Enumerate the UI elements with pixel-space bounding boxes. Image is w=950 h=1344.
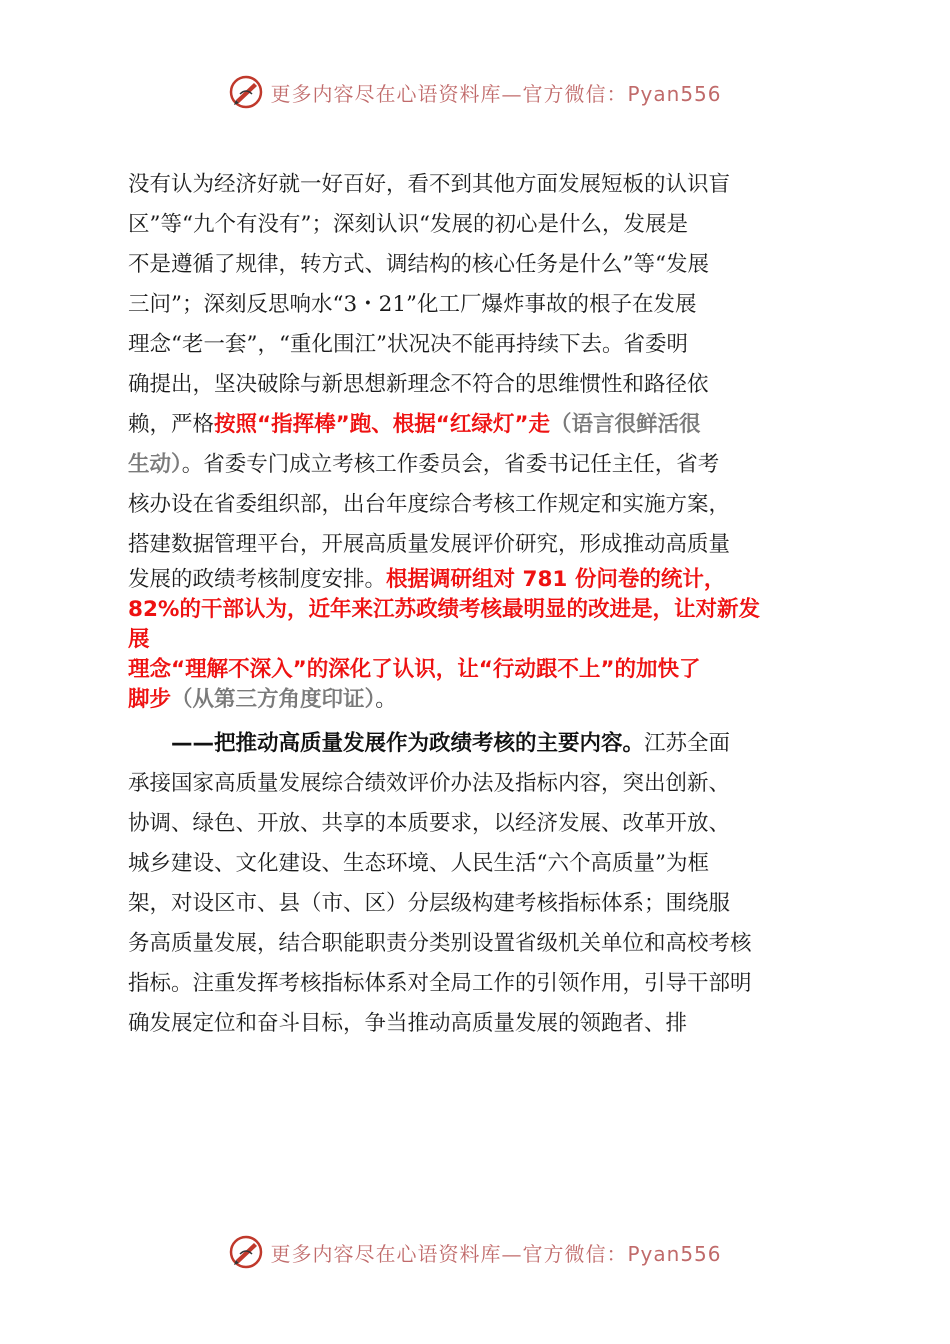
text-run: 。: [375, 687, 397, 712]
highlight-red-line: 展: [128, 627, 150, 652]
paragraph-1: [128, 165, 840, 715]
text-line: 架，对设区市、县（市、区）分层级构建考核指标体系；围绕服: [128, 891, 731, 916]
text-line: 承接国家高质量发展综合绩效评价办法及指标内容，突出创新、: [128, 771, 731, 796]
paragraph-2: [128, 724, 840, 1044]
text-line: 搭建数据管理平台，开展高质量发展评价研究，形成推动高质量: [128, 532, 731, 557]
footer-text: [270, 1238, 721, 1267]
footer-label: 更多内容尽在心语资料库—官方微信：: [270, 1241, 628, 1266]
page-footer: [0, 1230, 950, 1274]
footer-wechat-id: Pyan556: [627, 1241, 722, 1266]
text-line: 不是遵循了规律，转方式、调结构的核心任务是什么”等“发展: [128, 252, 709, 277]
text-run: 发展的政绩考核制度安排。: [128, 567, 387, 592]
highlight-red: 脚步: [128, 687, 172, 712]
text-line: [128, 445, 840, 485]
text-run: 。省委专门成立考核工作委员会，省委书记任主任，省考: [181, 452, 720, 477]
red-pen-logo-icon: [228, 74, 264, 110]
text-line: 区”等“九个有没有”；深刻认识“发展的初心是什么，发展是: [128, 212, 688, 237]
text-line: 没有认为经济好就一好百好，看不到其他方面发展短板的认识盲: [128, 172, 731, 197]
highlight-red: 按照“指挥棒”跑、根据“红绿灯”走: [214, 412, 551, 437]
page-header: [0, 70, 950, 114]
header-text: [270, 78, 721, 107]
text-line: [128, 685, 840, 715]
text-line: 确提出，坚决破除与新思想新理念不符合的思维惯性和路径依: [128, 372, 709, 397]
annotation-gray: （从第三方角度印证）: [171, 687, 376, 712]
text-line: 确发展定位和奋斗目标，争当推动高质量发展的领跑者、排: [128, 1011, 688, 1036]
text-line: 核办设在省委组织部，出台年度综合考核工作规定和实施方案，: [128, 492, 731, 517]
text-line: [128, 405, 840, 445]
highlight-red-line: 理念“理解不深入”的深化了认识，让“行动跟不上”的加快了: [128, 657, 701, 682]
highlight-red: 根据调研组对 781 份问卷的统计，: [386, 567, 726, 592]
text-run: 江苏全面: [644, 731, 731, 756]
text-line: 理念“老一套”，“重化围江”状况决不能再持续下去。省委明: [128, 332, 688, 357]
text-line: 指标。注重发挥考核指标体系对全局工作的引领作用，引导干部明: [128, 971, 752, 996]
section-heading: ——把推动高质量发展作为政绩考核的主要内容。: [171, 731, 645, 756]
text-line: 协调、绿色、开放、共享的本质要求，以经济发展、改革开放、: [128, 811, 731, 836]
text-run: 赖，严格: [128, 412, 215, 437]
text-line: [128, 565, 840, 595]
text-line: [128, 724, 840, 764]
red-pen-logo-icon: [228, 1234, 264, 1270]
annotation-gray: （语言很鲜活很: [550, 412, 701, 437]
text-line: 三问”；深刻反思响水“3・21”化工厂爆炸事故的根子在发展: [128, 292, 697, 317]
text-line: 务高质量发展，结合职能职责分类别设置省级机关单位和高校考核: [128, 931, 752, 956]
annotation-gray: 生动）: [128, 452, 182, 477]
text-line: 城乡建设、文化建设、生态环境、人民生活“六个高质量”为框: [128, 851, 709, 876]
highlight-red-line: 82%的干部认为，近年来江苏政绩考核最明显的改进是，让对新发: [128, 597, 760, 622]
header-wechat-id: Pyan556: [627, 81, 722, 106]
header-label: 更多内容尽在心语资料库—官方微信：: [270, 81, 628, 106]
